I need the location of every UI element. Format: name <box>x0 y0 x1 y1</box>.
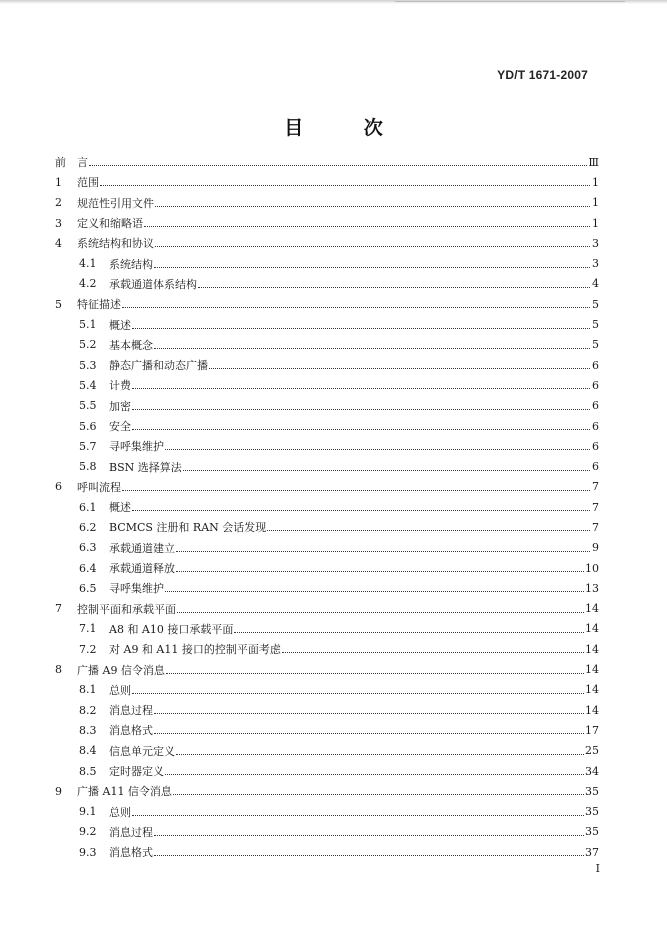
toc-entry-number: 5.8 <box>79 460 97 474</box>
toc-entry[interactable] <box>55 416 599 436</box>
toc-entry-label: 定时器定义 <box>109 765 164 779</box>
toc-entry-label: A8 和 A10 接口承载平面 <box>109 622 234 636</box>
toc-dot-leader <box>198 286 590 288</box>
toc-dot-leader <box>166 672 584 674</box>
toc-entry-page: 14 <box>585 663 599 677</box>
toc-entry-label: 概述 <box>109 501 131 515</box>
toc-entry[interactable] <box>55 375 599 395</box>
document-code: YD/T 1671-2007 <box>497 68 588 82</box>
toc-entry-page: 14 <box>585 622 599 636</box>
toc-dot-leader <box>89 164 587 166</box>
toc-entry-page: 4 <box>592 277 599 291</box>
toc-entry-number: 5.5 <box>79 399 97 413</box>
toc-entry[interactable] <box>55 193 599 213</box>
toc-entry-number: 6.2 <box>79 520 97 534</box>
toc-dot-leader <box>155 245 590 247</box>
toc-entry-number: 5.1 <box>79 318 97 332</box>
toc-entry-number: 5.6 <box>79 419 97 433</box>
toc-entry-number: 9.3 <box>79 845 97 859</box>
toc-entry[interactable] <box>55 700 599 720</box>
toc-dot-leader <box>155 205 590 207</box>
toc-entry-number: 6.5 <box>79 581 97 595</box>
toc-entry-page: 14 <box>585 683 599 697</box>
toc-dot-leader <box>100 184 590 186</box>
toc-entry[interactable] <box>55 456 599 476</box>
toc-entry-page: 14 <box>585 703 599 717</box>
toc-entry-label: 安全 <box>109 420 131 433</box>
toc-entry-number: 2 <box>55 196 62 210</box>
toc-entry[interactable] <box>55 477 599 497</box>
toc-entry-page: 5 <box>592 338 599 352</box>
toc-entry-label: BSN 选择算法 <box>109 460 182 474</box>
toc-entry-label: 计费 <box>109 379 131 393</box>
toc-entry-page: 3 <box>592 257 599 271</box>
toc-entry[interactable] <box>55 802 599 822</box>
toc-entry-page: 10 <box>585 561 599 575</box>
toc-entry-number: 8.5 <box>79 764 97 778</box>
toc-entry-label: 加密 <box>109 399 131 413</box>
toc-entry-page: 5 <box>592 318 599 332</box>
toc-dot-leader <box>176 550 590 552</box>
toc-entry-page: 5 <box>592 297 599 311</box>
toc-entry-page: 35 <box>585 825 599 839</box>
toc-dot-leader <box>176 753 584 755</box>
toc-entry-label: 消息格式 <box>109 846 153 860</box>
toc-entry-page: 6 <box>592 419 599 433</box>
toc-entry[interactable] <box>55 842 599 862</box>
toc-entry-number: 8.1 <box>79 683 97 697</box>
toc-entry-number: 4.2 <box>79 277 97 291</box>
toc-entry[interactable] <box>55 517 599 537</box>
toc-entry-page: 9 <box>592 541 599 555</box>
toc-dot-leader <box>132 327 590 329</box>
toc-entry-label: BCMCS 注册和 RAN 会话发现 <box>109 521 267 535</box>
toc-dot-leader <box>165 773 584 775</box>
toc-entry-label: 总则 <box>109 683 131 697</box>
toc-dot-leader <box>154 347 590 349</box>
toc-entry-page: 1 <box>592 196 599 210</box>
toc-dot-leader <box>154 266 590 268</box>
toc-entry-label: 呼叫流程 <box>77 480 121 494</box>
toc-entry[interactable] <box>55 680 599 700</box>
toc-entry[interactable] <box>55 558 599 578</box>
toc-entry-number: 6.4 <box>79 561 97 575</box>
toc-entry-label: 规范性引用文件 <box>77 196 154 210</box>
toc-entry-page: 17 <box>585 723 599 737</box>
toc-entry-number: 8 <box>55 663 62 677</box>
toc-entry-number: 3 <box>55 216 62 230</box>
page-number: I <box>595 862 600 875</box>
toc-entry-label: 消息过程 <box>109 704 153 718</box>
toc-dot-leader <box>154 712 584 714</box>
table-of-contents <box>55 152 599 862</box>
toc-entry[interactable] <box>55 152 599 172</box>
toc-entry-label: 信息单元定义 <box>109 744 175 758</box>
toc-entry-label: 广播 A11 信令消息 <box>77 785 172 799</box>
toc-entry-number: 5.4 <box>79 378 97 392</box>
toc-entry-page: 34 <box>585 764 599 778</box>
toc-entry-number: 8.2 <box>79 703 97 717</box>
toc-entry-label: 系统结构 <box>109 257 153 271</box>
toc-entry-page: 7 <box>592 500 599 514</box>
toc-entry-number: 8.3 <box>79 723 97 737</box>
toc-dot-leader <box>132 509 590 511</box>
toc-entry-page: 14 <box>585 602 599 616</box>
toc-entry[interactable] <box>55 741 599 761</box>
toc-entry-label: 总则 <box>109 805 131 819</box>
toc-entry-number: 5 <box>55 297 62 311</box>
toc-dot-leader <box>154 854 584 856</box>
toc-entry-label: 承载通道体系结构 <box>109 277 197 291</box>
toc-entry-page: 6 <box>592 439 599 453</box>
toc-entry-label: 概述 <box>109 318 131 332</box>
toc-entry[interactable] <box>55 294 599 314</box>
toc-entry[interactable] <box>55 213 599 233</box>
toc-entry-number: 6.1 <box>79 500 97 514</box>
toc-dot-leader <box>267 529 590 531</box>
toc-entry[interactable] <box>55 233 599 253</box>
toc-entry-page: 35 <box>585 784 599 798</box>
toc-entry[interactable] <box>55 335 599 355</box>
toc-dot-leader <box>144 225 590 227</box>
toc-entry-label: 定义和缩略语 <box>77 217 143 231</box>
toc-entry-label: 对 A9 和 A11 接口的控制平面考虑 <box>109 643 281 657</box>
toc-entry-number: 4 <box>55 236 62 250</box>
toc-dot-leader <box>122 489 590 491</box>
toc-dot-leader <box>122 306 590 308</box>
toc-entry-page: 35 <box>585 805 599 819</box>
toc-entry-number: 8.4 <box>79 744 97 758</box>
toc-entry[interactable] <box>55 761 599 781</box>
toc-dot-leader <box>132 408 590 410</box>
toc-entry-number: 1 <box>55 175 62 189</box>
toc-entry-page: Ⅲ <box>588 155 599 169</box>
toc-entry[interactable] <box>55 172 599 192</box>
toc-dot-leader <box>234 631 584 633</box>
toc-entry-number: 9.1 <box>79 805 97 819</box>
toc-entry-label: 静态广播和动态广播 <box>109 359 208 373</box>
toc-entry[interactable] <box>55 619 599 639</box>
toc-entry[interactable] <box>55 497 599 517</box>
toc-entry-page: 6 <box>592 358 599 372</box>
toc-entry[interactable] <box>55 578 599 598</box>
toc-entry-page: 6 <box>592 399 599 413</box>
toc-entry-number: 7 <box>55 602 62 616</box>
toc-entry-page: 7 <box>592 480 599 494</box>
toc-entry-page: 14 <box>585 642 599 656</box>
toc-entry-page: 6 <box>592 378 599 392</box>
toc-dot-leader <box>176 570 584 572</box>
toc-entry-number: 6 <box>55 480 62 494</box>
toc-entry-label: 基本概念 <box>109 338 153 352</box>
toc-entry[interactable] <box>55 599 599 619</box>
toc-dot-leader <box>282 651 584 653</box>
toc-entry[interactable] <box>55 436 599 456</box>
toc-dot-leader <box>132 428 590 430</box>
toc-entry-number: 5.2 <box>79 338 97 352</box>
toc-entry[interactable] <box>55 314 599 334</box>
toc-entry-label: 承载通道建立 <box>109 541 175 555</box>
toc-entry[interactable] <box>55 720 599 740</box>
toc-entry-page: 1 <box>592 175 599 189</box>
toc-entry-number: 9.2 <box>79 825 97 839</box>
toc-dot-leader <box>165 448 590 450</box>
toc-entry-label: 寻呼集维护 <box>109 582 164 596</box>
toc-entry[interactable] <box>55 781 599 801</box>
toc-dot-leader <box>183 469 590 471</box>
scan-top-speck <box>395 1 625 2</box>
toc-entry[interactable] <box>55 639 599 659</box>
toc-entry-page: 25 <box>585 744 599 758</box>
toc-entry-number: 4.1 <box>79 257 97 271</box>
toc-entry-label: 系统结构和协议 <box>77 237 154 251</box>
toc-entry-page: 1 <box>592 216 599 230</box>
toc-dot-leader <box>154 732 584 734</box>
toc-dot-leader <box>173 793 584 795</box>
toc-entry-label: 消息格式 <box>109 724 153 738</box>
toc-dot-leader <box>209 367 590 369</box>
toc-entry[interactable] <box>55 274 599 294</box>
toc-entry[interactable] <box>55 396 599 416</box>
toc-entry-label: 广播 A9 信令消息 <box>77 663 165 677</box>
toc-entry[interactable] <box>55 253 599 273</box>
toc-entry-label: 特征描述 <box>77 298 121 312</box>
toc-entry-label: 承载通道释放 <box>109 562 175 576</box>
toc-entry[interactable] <box>55 822 599 842</box>
toc-entry-number: 5.3 <box>79 358 97 372</box>
toc-entry-page: 3 <box>592 236 599 250</box>
toc-dot-leader <box>132 814 584 816</box>
toc-entry-label: 范围 <box>77 176 99 190</box>
toc-dot-leader <box>132 692 584 694</box>
toc-entry-page: 6 <box>592 460 599 474</box>
toc-entry-page: 7 <box>592 520 599 534</box>
toc-entry-label: 寻呼集维护 <box>109 440 164 454</box>
toc-entry-label: 前 言 <box>55 156 88 170</box>
toc-dot-leader <box>154 834 584 836</box>
toc-dot-leader <box>177 611 584 613</box>
toc-dot-leader <box>132 387 590 389</box>
toc-entry-page: 37 <box>585 845 599 859</box>
toc-entry-label: 消息过程 <box>109 825 153 839</box>
toc-entry[interactable] <box>55 355 599 375</box>
toc-entry-number: 5.7 <box>79 439 97 453</box>
toc-entry-label: 控制平面和承载平面 <box>77 602 176 616</box>
toc-entry-number: 7.1 <box>79 622 97 636</box>
toc-dot-leader <box>165 590 584 592</box>
toc-entry-number: 9 <box>55 784 62 798</box>
toc-entry-page: 13 <box>585 581 599 595</box>
toc-entry[interactable] <box>55 538 599 558</box>
toc-entry-number: 7.2 <box>79 642 97 656</box>
toc-entry-number: 6.3 <box>79 541 97 555</box>
toc-entry[interactable] <box>55 659 599 679</box>
toc-title: 目 次 <box>284 117 410 139</box>
